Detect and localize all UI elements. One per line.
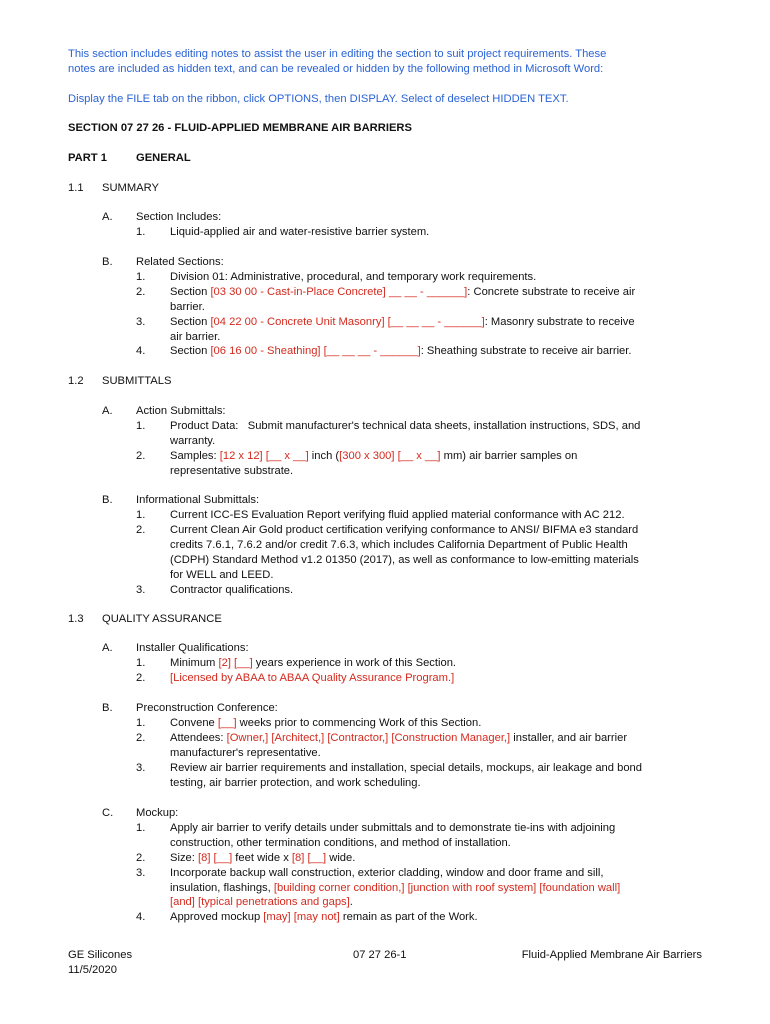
item-number: 3. [136,762,146,774]
item-text: insulation, flashings, [building corner condition,] [junction with roof system] [foundation wall] [170,882,621,894]
item-text: Approved mockup [may] [may not] remain as part of the Work. [170,911,478,923]
item-text: Review air barrier requirements and installation, special details, mockups, air leakage and bond [170,762,642,774]
item-text: Division 01: Administrative, procedural, and temporary work requirements. [170,271,537,283]
item-text: Current Clean Air Gold product certification verifying conformance to ANSI/ BIFMA e3 standard [170,524,639,536]
item-text: for WELL and LEED. [170,569,274,581]
editing-note-line-1: This section includes editing notes to assist the user in editing the section to suit project requirements. These [68,48,607,60]
item-number: 3. [136,584,146,596]
item-number: 2. [136,852,146,864]
item-number: 2. [136,450,146,462]
item-text: Incorporate backup wall construction, exterior cladding, window and door frame and sill, [170,867,604,879]
paragraph-title: Related Sections: [136,256,224,268]
item-text: Attendees: [Owner,] [Architect,] [Contractor,] [Construction Manager,] installer, and air barrier [170,732,628,744]
article-title: QUALITY ASSURANCE [102,613,222,625]
paragraph-letter: B. [102,494,113,506]
item-number: 1. [136,717,146,729]
item-text: Current ICC-ES Evaluation Report verifying fluid applied material conformance with AC 212. [170,509,625,521]
item-text: Apply air barrier to verify details under submittals and to demonstrate tie-ins with adjoining [170,822,616,834]
paragraph-title: Informational Submittals: [136,494,260,506]
item-text: Section [06 16 00 - Sheathing] [__ __ __ - ______]: Sheathing substrate to receive air barrier. [170,345,632,357]
item-text: barrier. [170,301,205,313]
item-text: Convene [__] weeks prior to commencing Work of this Section. [170,717,482,729]
item-text: Size: [8] [__] feet wide x [8] [__] wide. [170,852,356,864]
item-number: 1. [136,509,146,521]
item-text: warranty. [170,435,216,447]
item-text: (CDPH) Standard Method v1.2 01350 (2017), as well as conformance to low-emitting materials [170,554,639,566]
article-title: SUMMARY [102,182,159,194]
item-text: manufacturer's representative. [170,747,321,759]
part-number: PART 1 [68,152,107,164]
item-text: Samples: [12 x 12] [__ x __] inch ([300 x 300] [__ x __] mm) air barrier samples on [170,450,578,462]
editing-note-line-3: Display the FILE tab on the ribbon, click OPTIONS, then DISPLAY. Select of deselect HIDDEN TEXT. [68,93,569,105]
article-number: 1.3 [68,613,84,625]
item-number: 4. [136,911,146,923]
paragraph-title: Mockup: [136,807,179,819]
part-title: GENERAL [136,152,191,164]
paragraph-letter: A. [102,211,113,223]
editing-note-line-2: notes are included as hidden text, and can be revealed or hidden by the following method in Microsoft Word: [68,63,604,75]
item-text: representative substrate. [170,465,294,477]
item-text: testing, air barrier protection, and work scheduling. [170,777,421,789]
article-number: 1.1 [68,182,84,194]
article-number: 1.2 [68,375,84,387]
paragraph-title: Action Submittals: [136,405,226,417]
item-number: 2. [136,732,146,744]
paragraph-letter: A. [102,405,113,417]
footer-date: 11/5/2020 [68,964,117,976]
footer-section-title: Fluid-Applied Membrane Air Barriers [521,949,702,961]
item-text: [Licensed by ABAA to ABAA Quality Assurance Program.] [170,672,455,684]
item-text: construction, other termination conditions, and method of installation. [170,837,511,849]
item-text: Contractor qualifications. [170,584,294,596]
item-text: Product Data: Submit manufacturer's technical data sheets, installation instructions, SDS, and [170,420,641,432]
item-number: 2. [136,672,146,684]
item-number: 1. [136,271,146,283]
item-number: 1. [136,226,146,238]
footer-page-number: 07 27 26-1 [353,949,407,961]
paragraph-letter: A. [102,642,113,654]
footer-company: GE Silicones [68,949,133,961]
item-number: 3. [136,316,146,328]
item-number: 1. [136,420,146,432]
paragraph-title: Preconstruction Conference: [136,702,278,714]
item-text: air barrier. [170,331,221,343]
item-number: 3. [136,867,146,879]
item-text: Section [04 22 00 - Concrete Unit Masonry] [__ __ __ - ______]: Masonry substrate to receive [170,316,635,328]
article-title: SUBMITTALS [102,375,172,387]
item-number: 1. [136,657,146,669]
item-text: Liquid-applied air and water-resistive barrier system. [170,226,430,238]
paragraph-letter: B. [102,702,113,714]
item-text: Section [03 30 00 - Cast-in-Place Concrete] __ __ - ______]: Concrete substrate to receive air [170,286,636,298]
item-text: Minimum [2] [__] years experience in work of this Section. [170,657,457,669]
item-text: [and] [typical penetrations and gaps]. [170,896,353,908]
item-number: 2. [136,524,146,536]
item-text: credits 7.6.1, 7.6.2 and/or credit 7.6.3, which includes California Department of Public Health [170,539,628,551]
section-title: SECTION 07 27 26 - FLUID-APPLIED MEMBRANE AIR BARRIERS [68,122,412,134]
paragraph-title: Section Includes: [136,211,222,223]
item-number: 4. [136,345,146,357]
paragraph-letter: B. [102,256,113,268]
item-number: 2. [136,286,146,298]
paragraph-title: Installer Qualifications: [136,642,249,654]
paragraph-letter: C. [102,807,114,819]
item-number: 1. [136,822,146,834]
